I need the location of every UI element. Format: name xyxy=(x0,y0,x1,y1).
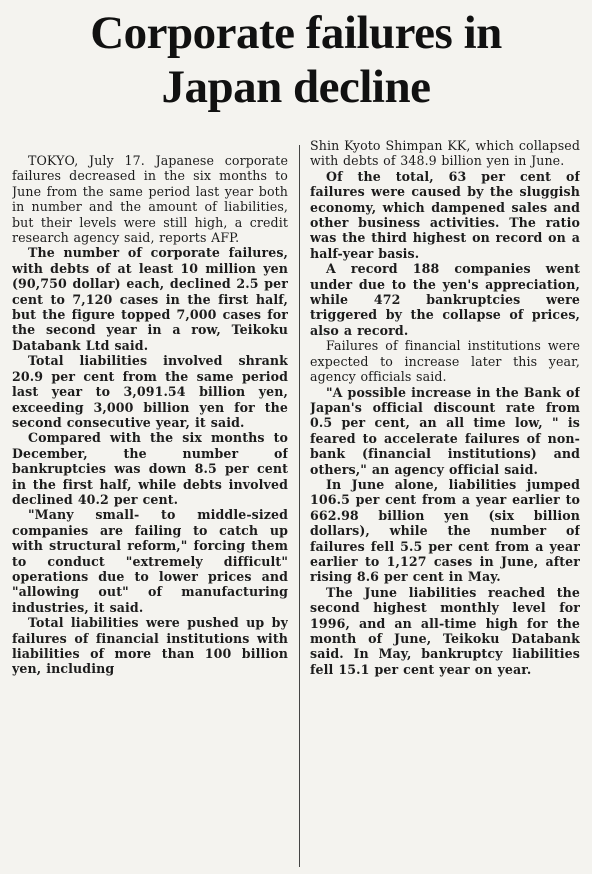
paragraph-monthly-level: The June liabilities reached the second highest monthly level for 1996, and an all-time high for the month of June, Teikoku Databank said. In May, bankruptcy liabilities fell 15.1 per cent year on year. xyxy=(310,584,580,677)
paragraph-june-liabilities: In June alone, liabilities jumped 106.5 per cent from a year earlier to 662.98 billion yen (six billion dollars), while the number of failures fell 5.5 per cent from a year earlier to 1,127 cases in June, after rising 8.6 per cent in May. xyxy=(310,476,580,585)
headline-line-2: Japan decline xyxy=(161,61,431,113)
paragraph-yen-appreciation: A record 188 companies went under due to the yen's appreciation, while 472 bankruptcies were triggered by the collapse of prices, also a record. xyxy=(310,261,580,338)
paragraph-shin-kyoto-shimpan: Shin Kyoto Shimpan KK, which collapsed with debts of 348.9 billion yen in June. xyxy=(310,138,580,169)
right-column xyxy=(310,138,580,870)
paragraph-failure-count: The number of corporate failures, with debts of at least 10 million yen (90,750 dollar) each, declined 2.5 per cent to 7,120 cases in the first half, but the figure topped 7,000 cases for the second year in a row, Teikoku Databank Ltd said. xyxy=(12,245,288,353)
paragraph-total-liabilities: Total liabilities involved shrank 20.9 per cent from the same period last year to 3,091.54 billion yen, exceeding 3,000 billion yen for the second consecutive year, it said. xyxy=(12,353,288,430)
paragraph-discount-rate-quote: "A possible increase in the Bank of Japan's official discount rate from 0.5 per cent, an all time low, " is feared to accelerate failures of non-bank (financial institutions) and others," an agency official said. xyxy=(310,384,580,477)
paragraph-financial-institutions: Total liabilities were pushed up by failures of financial institutions with liabilities of more than 100 billion yen, including xyxy=(12,615,288,677)
headline xyxy=(12,6,580,114)
paragraph-financial-outlook: Failures of financial institutions were expected to increase later this year, agency officials said. xyxy=(310,338,580,385)
headline-line-1: Corporate failures in xyxy=(90,7,502,59)
column-divider xyxy=(299,145,300,867)
paragraph-six-month-comparison: Compared with the six months to December, the number of bankruptcies was down 8.5 per cent in the first half, while debts involved declined 40.2 per cent. xyxy=(12,430,288,507)
article-body xyxy=(12,138,580,870)
paragraph-structural-reform-quote: "Many small- to middle-sized companies are failing to catch up with structural reform," forcing them to conduct "extremely difficult" operations due to lower prices and "allowing out" of manufacturing industries, it said. xyxy=(12,507,288,615)
paragraph-lede: TOKYO, July 17. Japanese corporate failures decreased in the six months to June from the same period last year both in number and the amount of liabilities, but their levels were still high, a credit research agency said, reports AFP. xyxy=(12,153,288,246)
paragraph-sluggish-economy: Of the total, 63 per cent of failures were caused by the sluggish economy, which dampened sales and other business activities. The ratio was the third highest on record on a half-year basis. xyxy=(310,168,580,261)
left-column xyxy=(12,153,288,870)
